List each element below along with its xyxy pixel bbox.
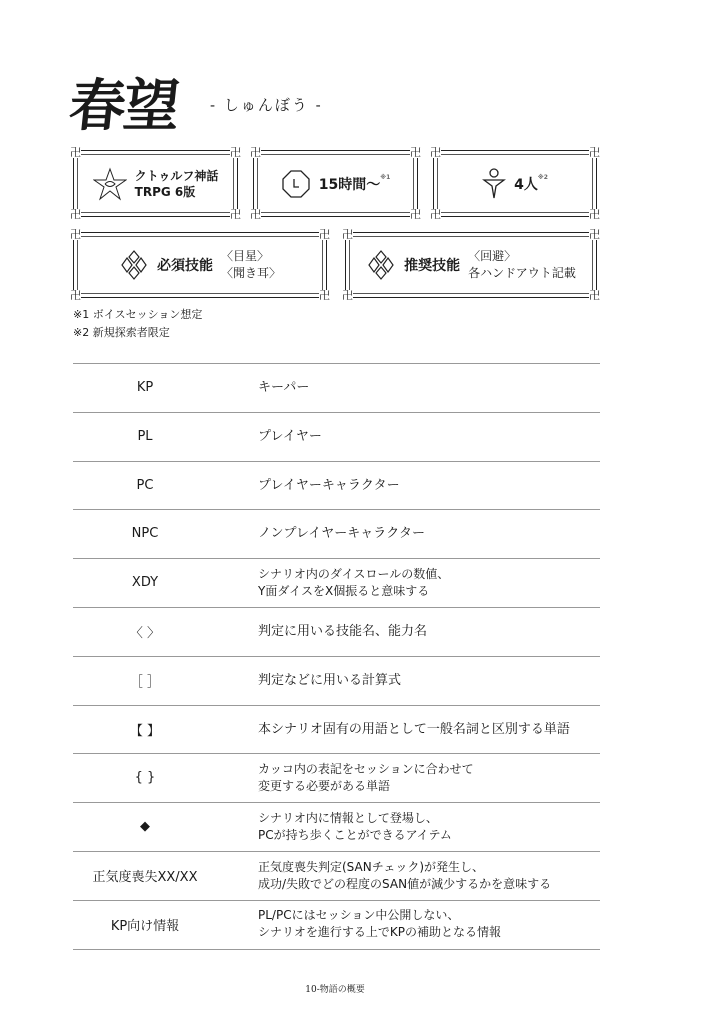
description-line: 正気度喪失判定(SANチェック)が発生し、	[258, 859, 485, 874]
recommended-skills-label: 推奨技能	[404, 258, 461, 274]
glossary-description	[258, 810, 452, 844]
glossary-term: 〈 〉	[129, 626, 161, 641]
recommended-skills-box: 卍 卍 卍 卍 推奨技能 〈回避〉 各ハンドアウト記載	[342, 228, 600, 302]
glossary-row	[73, 558, 600, 607]
description-line: カッコ内の表記をセッションに合わせて	[258, 761, 474, 776]
glossary-row	[73, 753, 600, 802]
glossary-row	[73, 412, 600, 461]
description-line: Y面ダイスをX個振ると意味する	[258, 583, 430, 598]
description-line: プレイヤー	[258, 428, 322, 444]
description-line: PL/PCにはセッション中公開しない、	[258, 908, 460, 923]
page-footer: 10-物語の概要	[305, 985, 365, 995]
glossary-row	[73, 705, 600, 754]
glossary-description	[258, 721, 570, 738]
description-line: PCが持ち歩くことができるアイテム	[258, 827, 452, 842]
glossary-row	[73, 363, 600, 412]
glossary-description	[258, 428, 322, 445]
system-name: クトゥルフ神話	[134, 168, 219, 183]
glossary-row	[73, 802, 600, 851]
description-line: プレイヤーキャラクター	[258, 477, 400, 493]
glossary-description	[258, 477, 400, 494]
glossary-term: NPC	[131, 526, 159, 542]
glossary-term: ◆	[140, 819, 150, 835]
glossary-row	[73, 900, 600, 949]
glossary-term: 正気度喪失XX/XX	[92, 870, 198, 885]
glossary-description	[258, 566, 449, 600]
players-note: ※2	[537, 173, 548, 181]
glossary-term: KP	[136, 380, 154, 395]
required-skill-2: 〈聞き耳〉	[220, 266, 281, 280]
glossary-term: ［ ］	[129, 674, 161, 690]
footnote-2: ※2 新規探索者限定	[73, 326, 170, 339]
description-line: 判定などに用いる計算式	[258, 672, 402, 688]
description-line: 変更する必要がある単語	[258, 778, 391, 793]
glossary-description	[258, 859, 551, 893]
scenario-subtitle: - しゅんぼう -	[210, 96, 323, 114]
glossary-term: 【 】	[129, 723, 161, 739]
recommended-skill-2: 各ハンドアウト記載	[468, 266, 576, 280]
required-skill-1: 〈目星〉	[220, 249, 269, 263]
elder-sign-star-icon	[93, 167, 127, 201]
glossary-row	[73, 461, 600, 510]
glossary-description	[258, 623, 427, 640]
glossary-term: KP向け情報	[110, 918, 180, 934]
description-line: 判定に用いる技能名、能力名	[258, 624, 428, 639]
description-line: キーパー	[258, 380, 310, 395]
glossary-description	[258, 379, 309, 396]
diamond-cluster-icon	[366, 250, 396, 280]
glossary-description	[258, 525, 425, 542]
description-line: シナリオ内のダイスロールの数値、	[258, 566, 450, 581]
playtime-note: ※1	[380, 173, 391, 181]
glossary-row	[73, 509, 600, 558]
system-edition: TRPG 6版	[134, 184, 196, 199]
playtime-box: 卍 卍 卍 卍 15時間～$^{※1}$	[250, 146, 421, 221]
glossary-description	[258, 907, 501, 941]
glossary-description	[258, 761, 474, 795]
players-text: 4人	[514, 176, 538, 193]
glossary-description	[258, 672, 401, 689]
description-line: ノンプレイヤーキャラクター	[258, 526, 426, 542]
glossary-term: XDY	[131, 575, 159, 591]
required-skills-box: 卍 卍 卍 卍 必須技能 〈目星〉 〈聞き耳〉	[70, 228, 330, 302]
players-box: 卍 卍 卍 卍 4人$^{※2}$	[430, 146, 600, 221]
system-box: 卍 卍 卍 卍 クトゥルフ神話 TRPG 6版	[70, 146, 241, 221]
scenario-title: 春望	[66, 73, 182, 139]
description-line: 成功/失敗でどの程度のSAN値が減少するかを意味する	[258, 876, 552, 891]
description-line: シナリオ内に情報として登場し、	[258, 810, 438, 825]
required-skills-label: 必須技能	[156, 258, 213, 274]
playtime-text: 15時間～	[318, 176, 381, 193]
glossary-row	[73, 656, 600, 705]
recommended-skill-1: 〈回避〉	[468, 249, 517, 263]
glossary-term: PL	[137, 428, 153, 444]
diamond-cluster-icon	[119, 250, 149, 280]
person-icon	[482, 168, 506, 200]
glossary-term: PC	[136, 477, 154, 493]
footnote-1: ※1 ボイスセッション想定	[73, 308, 203, 321]
glossary-row	[73, 607, 600, 656]
description-line: 本シナリオ固有の用語として一般名詞と区別する単語	[258, 721, 570, 737]
clock-icon	[281, 169, 311, 199]
description-line: シナリオを進行する上でKPの補助となる情報	[258, 925, 501, 940]
row-divider	[73, 949, 600, 950]
glossary-term: { }	[134, 770, 156, 786]
glossary-row	[73, 851, 600, 900]
